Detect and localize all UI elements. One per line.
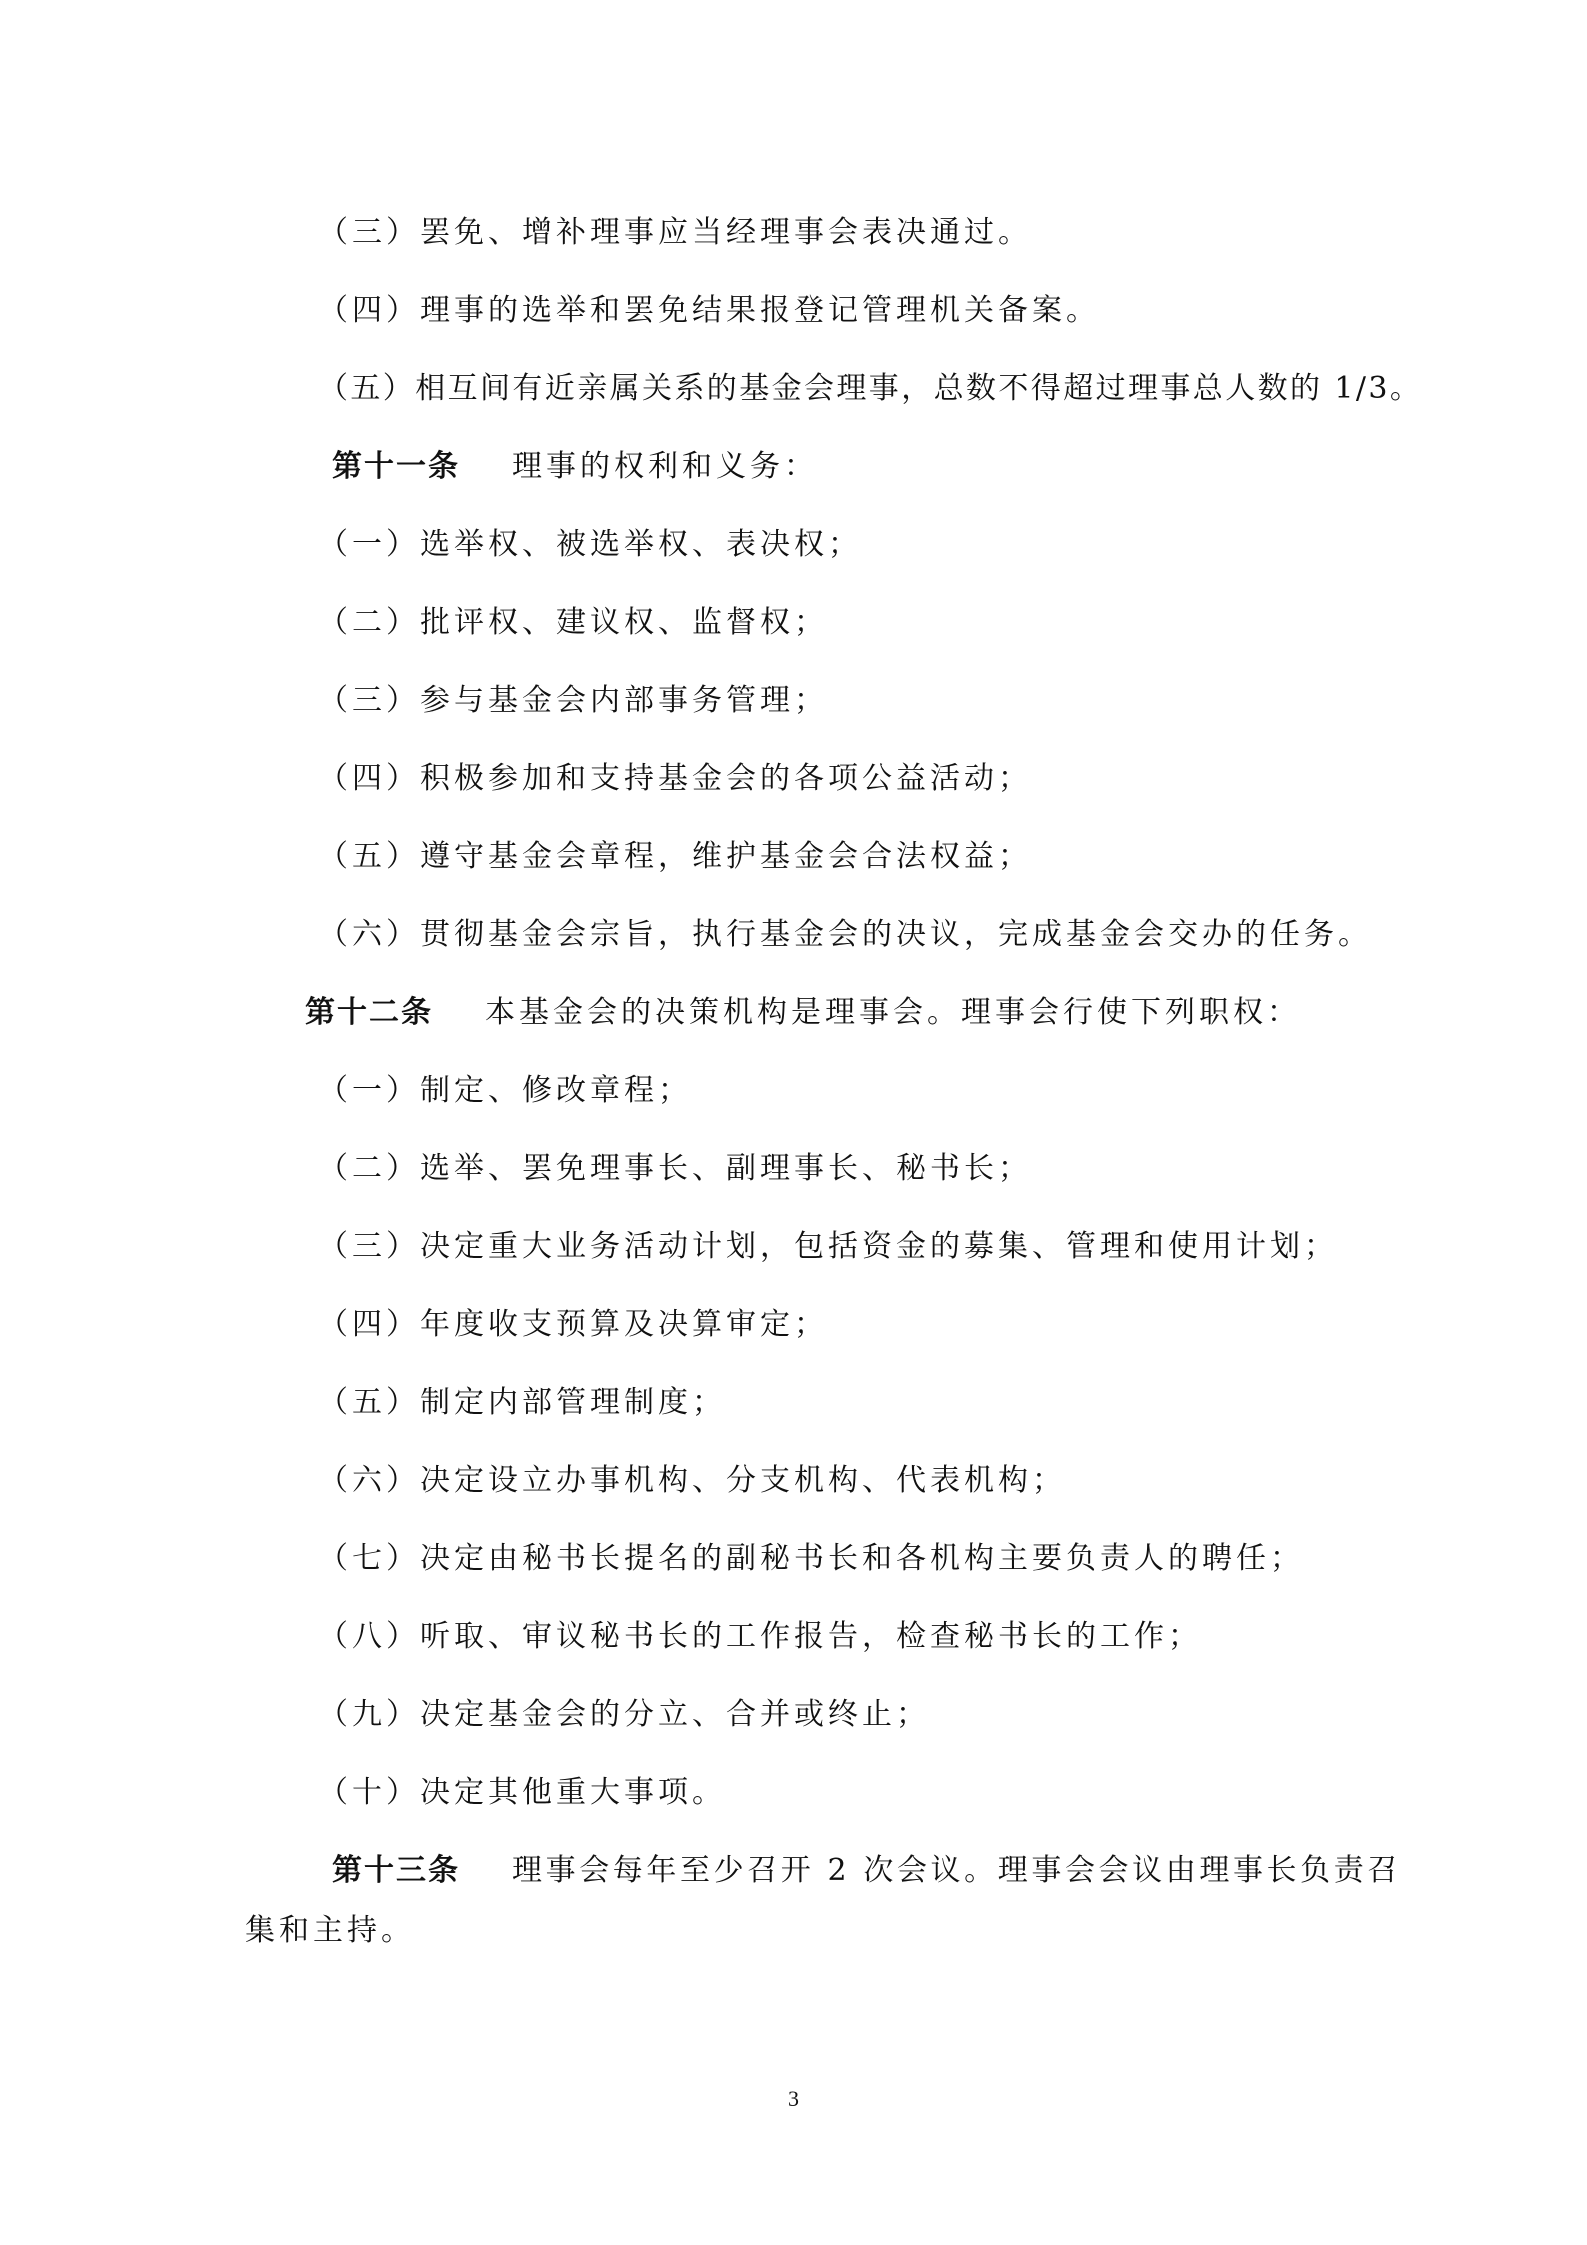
list-item: （三）参与基金会内部事务管理； bbox=[318, 683, 828, 718]
list-item: （五）制定内部管理制度； bbox=[318, 1385, 726, 1420]
article-13: 第十三条 理事会每年至少召开 2 次会议。理事会会议由理事长负责召 bbox=[332, 1853, 1401, 1888]
list-item: （四）理事的选举和罢免结果报登记管理机关备案。 bbox=[318, 293, 1100, 328]
list-item: （一）选举权、被选举权、表决权； bbox=[318, 527, 862, 562]
list-item: （三）决定重大业务活动计划，包括资金的募集、管理和使用计划； bbox=[318, 1229, 1338, 1264]
list-item: （二）选举、罢免理事长、副理事长、秘书长； bbox=[318, 1151, 1032, 1186]
article-heading: 第十二条 bbox=[305, 995, 433, 1030]
paragraph-continuation: 集和主持。 bbox=[245, 1913, 415, 1948]
list-item: （八）听取、审议秘书长的工作报告，检查秘书长的工作； bbox=[318, 1619, 1202, 1654]
list-item: （六）贯彻基金会宗旨，执行基金会的决议，完成基金会交办的任务。 bbox=[318, 917, 1372, 952]
list-item: （九）决定基金会的分立、合并或终止； bbox=[318, 1697, 930, 1732]
article-12: 第十二条 本基金会的决策机构是理事会。理事会行使下列职权： bbox=[305, 995, 1301, 1030]
article-heading: 第十三条 bbox=[332, 1853, 460, 1888]
list-item: （一）制定、修改章程； bbox=[318, 1073, 692, 1108]
page-number: 3 bbox=[788, 2086, 799, 2111]
list-item: （六）决定设立办事机构、分支机构、代表机构； bbox=[318, 1463, 1066, 1498]
list-item: （四）积极参加和支持基金会的各项公益活动； bbox=[318, 761, 1032, 796]
list-item: （二）批评权、建议权、监督权； bbox=[318, 605, 828, 640]
list-item: （四）年度收支预算及决算审定； bbox=[318, 1307, 828, 1342]
list-item: （七）决定由秘书长提名的副秘书长和各机构主要负责人的聘任； bbox=[318, 1541, 1304, 1576]
list-item: （十）决定其他重大事项。 bbox=[318, 1775, 726, 1810]
article-heading: 第十一条 bbox=[332, 449, 460, 484]
list-item: （五）遵守基金会章程，维护基金会合法权益； bbox=[318, 839, 1032, 874]
list-item: （三）罢免、增补理事应当经理事会表决通过。 bbox=[318, 215, 1032, 250]
list-item: （五）相互间有近亲属关系的基金会理事，总数不得超过理事总人数的 1/3。 bbox=[318, 371, 1423, 406]
article-11: 第十一条 理事的权利和义务： bbox=[332, 449, 818, 484]
